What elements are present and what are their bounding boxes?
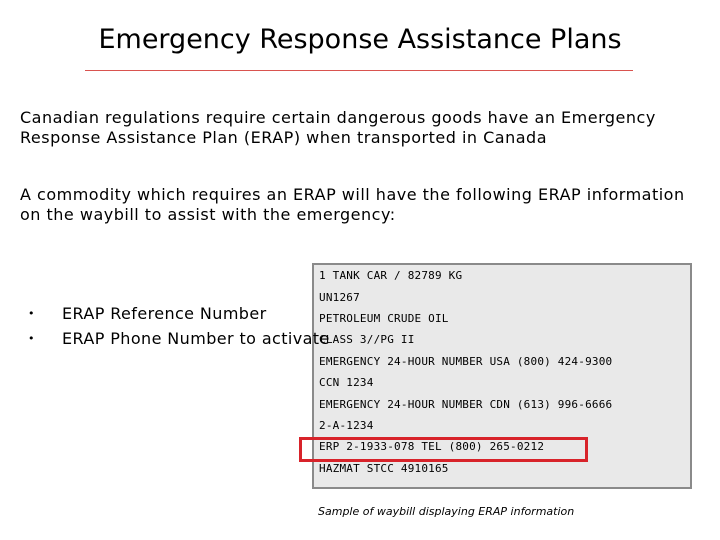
list-item-label: ERAP Reference Number (62, 304, 267, 323)
waybill-line: EMERGENCY 24-HOUR NUMBER CDN (613) 996-6666 (319, 398, 613, 411)
waybill-line: HAZMAT STCC 4910165 (319, 462, 449, 475)
list-item-label: ERAP Phone Number to activate (62, 329, 330, 348)
list-item (28, 303, 330, 328)
title-divider (85, 70, 633, 71)
list-item (28, 328, 330, 353)
waybill-caption: Sample of waybill displaying ERAP information (318, 505, 575, 518)
waybill-line: 2-A-1234 (319, 419, 374, 432)
erap-info-list (28, 303, 330, 353)
waybill-line: EMERGENCY 24-HOUR NUMBER USA (800) 424-9300 (319, 355, 613, 368)
waybill-line: PETROLEUM CRUDE OIL (319, 312, 449, 325)
page-title: Emergency Response Assistance Plans (98, 24, 622, 55)
erp-highlight-box (299, 437, 588, 462)
waybill-line: UN1267 (319, 291, 360, 304)
waybill-erp-line: ERP 2-1933-078 TEL (800) 265-0212 (319, 440, 545, 453)
waybill-line: CCN 1234 (319, 376, 374, 389)
waybill-line: 1 TANK CAR / 82789 KG (319, 269, 463, 282)
waybill-line: CLASS 3//PG II (319, 333, 415, 346)
intro-paragraph: Canadian regulations require certain dangerous goods have an Emergency Response Assistance Plan (ERAP) when transported in Canada (20, 108, 656, 147)
bullet-icon: • (28, 332, 35, 345)
commodity-paragraph: A commodity which requires an ERAP will have the following ERAP information on the waybill to assist with the emergency: (20, 185, 685, 224)
bullet-icon: • (28, 307, 35, 320)
